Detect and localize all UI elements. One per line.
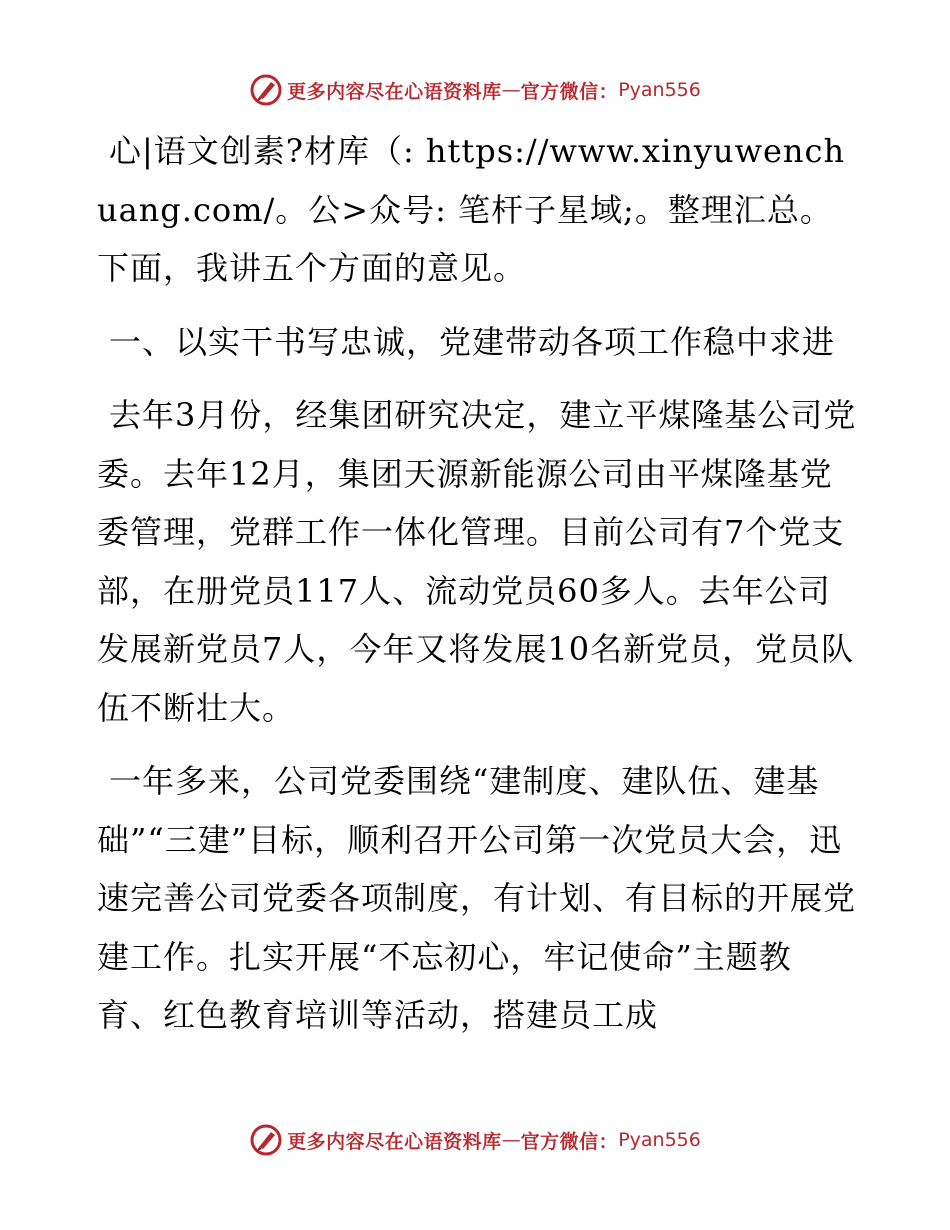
banner-separator: —: [501, 1129, 521, 1151]
banner-handle: Pyan556: [618, 79, 701, 101]
banner-label: 官方微信：: [520, 80, 619, 103]
pen-logo-icon: [249, 73, 283, 107]
paragraph-intro: 心|语文创素?材库（: https://www.xinyuwenchuang.com/。公>众号: 笔杆子星域;。整理汇总。下面，我讲五个方面的意见。: [97, 132, 846, 287]
document-body: [97, 122, 857, 1060]
banner-text: 更多内容尽在心语资料库: [287, 80, 502, 103]
paragraph-party-committee: 去年3月份，经集团研究决定，建立平煤隆基公司党委。去年12月，集团天源新能源公司由平煤隆基党委管理，党群工作一体化管理。目前公司有7个党支部，在册党员117人、流动党员60多人。去年公司发展新党员7人，今年又将发展10名新党员，党员队伍不断壮大。: [97, 396, 857, 727]
header-watermark-banner: [0, 70, 950, 110]
banner-handle: Pyan556: [618, 1129, 701, 1151]
paragraph-three-build: 一年多来，公司党委围绕“建制度、建队伍、建基础”“三建”目标，顺利召开公司第一次党员大会，迅速完善公司党委各项制度，有计划、有目标的开展党建工作。扎实开展“不忘初心，牢记使命”主题教育、红色教育培训等活动，搭建员工成: [97, 762, 857, 1034]
section-heading-1: 一、以实干书写忠诚，党建带动各项工作稳中求进: [109, 322, 836, 361]
pen-logo-icon: [249, 1123, 283, 1157]
banner-separator: —: [501, 79, 521, 101]
footer-watermark-banner: [0, 1120, 950, 1160]
banner-text: 更多内容尽在心语资料库: [287, 1130, 502, 1153]
banner-label: 官方微信：: [520, 1130, 619, 1153]
